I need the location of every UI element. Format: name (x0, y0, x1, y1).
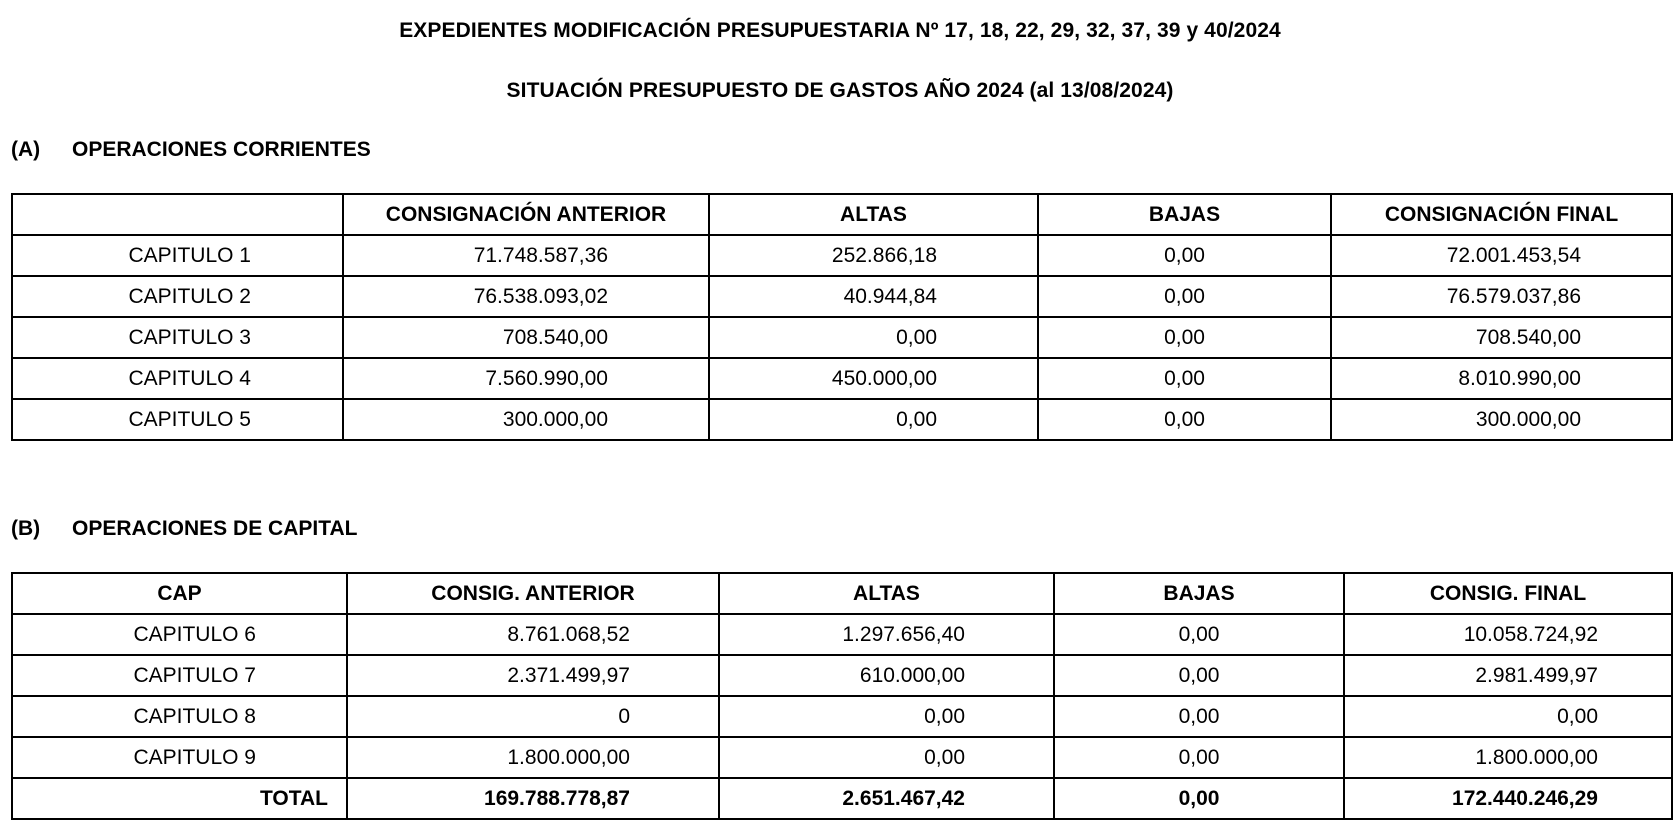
row-label: CAPITULO 5 (12, 399, 343, 440)
table-b-header-row (12, 573, 1672, 614)
row-label: CAPITULO 9 (12, 737, 347, 778)
consig-anterior-cell: 2.371.499,97 (347, 655, 719, 696)
bajas-cell: 0,00 (1054, 696, 1344, 737)
total-altas: 2.651.467,42 (719, 778, 1054, 819)
section-a-title: OPERACIONES CORRIENTES (72, 138, 371, 161)
altas-cell: 450.000,00 (709, 358, 1038, 399)
section-a-heading (11, 138, 371, 162)
total-row (12, 778, 1672, 819)
table-a-header-consignacion-final: CONSIGNACIÓN FINAL (1331, 194, 1672, 235)
row-label: CAPITULO 3 (12, 317, 343, 358)
total-bajas: 0,00 (1054, 778, 1344, 819)
table-row (12, 358, 1672, 399)
row-label: CAPITULO 7 (12, 655, 347, 696)
consignacion-final-cell: 72.001.453,54 (1331, 235, 1672, 276)
table-a-header-label (12, 194, 343, 235)
section-b-title: OPERACIONES DE CAPITAL (72, 517, 358, 540)
total-label: TOTAL (12, 778, 347, 819)
consig-anterior-cell: 1.800.000,00 (347, 737, 719, 778)
operaciones-corrientes-table (11, 193, 1673, 441)
operaciones-capital-table (11, 572, 1673, 820)
table-a-header-row (12, 194, 1672, 235)
consig-final-cell: 2.981.499,97 (1344, 655, 1672, 696)
consig-final-cell: 10.058.724,92 (1344, 614, 1672, 655)
table-b-header-cap: CAP (12, 573, 347, 614)
table-row (12, 614, 1672, 655)
table-row (12, 655, 1672, 696)
consignacion-anterior-cell: 300.000,00 (343, 399, 709, 440)
bajas-cell: 0,00 (1038, 358, 1331, 399)
total-consig-final: 172.440.246,29 (1344, 778, 1672, 819)
bajas-cell: 0,00 (1038, 276, 1331, 317)
table-b-header-consig-anterior: CONSIG. ANTERIOR (347, 573, 719, 614)
consig-final-cell: 1.800.000,00 (1344, 737, 1672, 778)
consignacion-anterior-cell: 76.538.093,02 (343, 276, 709, 317)
table-row (12, 235, 1672, 276)
bajas-cell: 0,00 (1054, 737, 1344, 778)
consignacion-anterior-cell: 7.560.990,00 (343, 358, 709, 399)
altas-cell: 0,00 (719, 737, 1054, 778)
table-a-header-bajas: BAJAS (1038, 194, 1331, 235)
bajas-cell: 0,00 (1038, 235, 1331, 276)
row-label: CAPITULO 2 (12, 276, 343, 317)
total-consig-anterior: 169.788.778,87 (347, 778, 719, 819)
consignacion-final-cell: 708.540,00 (1331, 317, 1672, 358)
altas-cell: 610.000,00 (719, 655, 1054, 696)
table-row (12, 696, 1672, 737)
consignacion-final-cell: 300.000,00 (1331, 399, 1672, 440)
document-title: EXPEDIENTES MODIFICACIÓN PRESUPUESTARIA Nº 17, 18, 22, 29, 32, 37, 39 y 40/2024 (399, 19, 1281, 42)
document-subtitle: SITUACIÓN PRESUPUESTO DE GASTOS AÑO 2024 (al 13/08/2024) (506, 79, 1174, 102)
consignacion-final-cell: 8.010.990,00 (1331, 358, 1672, 399)
consignacion-anterior-cell: 71.748.587,36 (343, 235, 709, 276)
altas-cell: 0,00 (709, 317, 1038, 358)
table-b-header-bajas: BAJAS (1054, 573, 1344, 614)
altas-cell: 252.866,18 (709, 235, 1038, 276)
table-a-header-altas: ALTAS (709, 194, 1038, 235)
altas-cell: 0,00 (719, 696, 1054, 737)
row-label: CAPITULO 8 (12, 696, 347, 737)
consig-anterior-cell: 0 (347, 696, 719, 737)
bajas-cell: 0,00 (1054, 655, 1344, 696)
row-label: CAPITULO 6 (12, 614, 347, 655)
table-a-header-consignacion-anterior: CONSIGNACIÓN ANTERIOR (343, 194, 709, 235)
altas-cell: 40.944,84 (709, 276, 1038, 317)
bajas-cell: 0,00 (1038, 317, 1331, 358)
table-b-header-consig-final: CONSIG. FINAL (1344, 573, 1672, 614)
consignacion-final-cell: 76.579.037,86 (1331, 276, 1672, 317)
bajas-cell: 0,00 (1054, 614, 1344, 655)
table-row (12, 317, 1672, 358)
section-b-letter: (B) (11, 517, 41, 540)
section-b-heading (11, 517, 357, 541)
table-b-header-altas: ALTAS (719, 573, 1054, 614)
consig-anterior-cell: 8.761.068,52 (347, 614, 719, 655)
table-row (12, 276, 1672, 317)
table-row (12, 399, 1672, 440)
altas-cell: 1.297.656,40 (719, 614, 1054, 655)
altas-cell: 0,00 (709, 399, 1038, 440)
table-row (12, 737, 1672, 778)
bajas-cell: 0,00 (1038, 399, 1331, 440)
row-label: CAPITULO 4 (12, 358, 343, 399)
consig-final-cell: 0,00 (1344, 696, 1672, 737)
row-label: CAPITULO 1 (12, 235, 343, 276)
section-a-letter: (A) (11, 138, 41, 161)
consignacion-anterior-cell: 708.540,00 (343, 317, 709, 358)
